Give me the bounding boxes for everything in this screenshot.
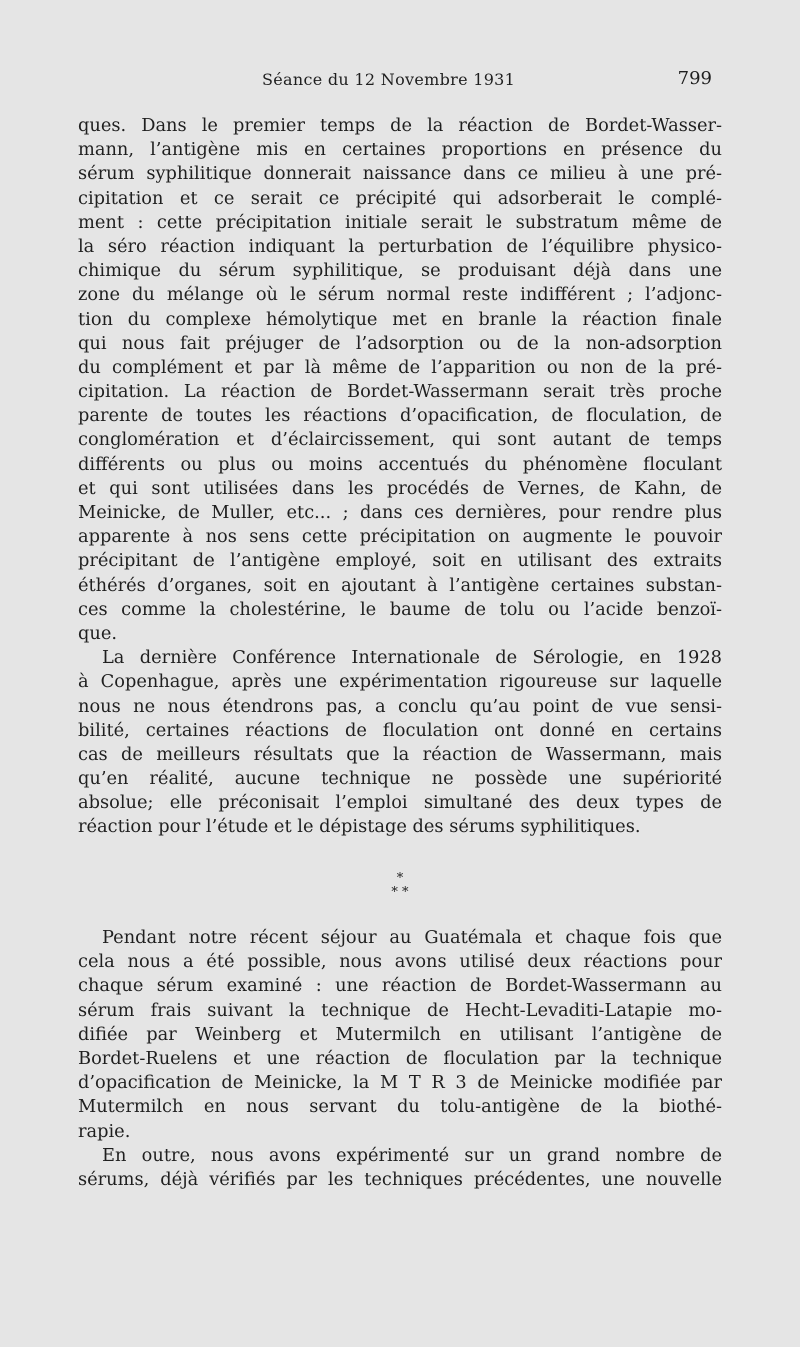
separator-star-bottom: * * <box>391 885 409 900</box>
text-line: ques. Dans le premier temps de la réaction de Bordet-Wasser- <box>78 115 722 136</box>
text-line: la séro réaction indiquant la perturbation de l’équilibre physico- <box>78 235 722 257</box>
text-line: mann, l’antigène mis en certaines proportions en présence du <box>78 139 722 161</box>
text-line: d’opacification de Meinicke, la M T R 3 de Meinicke modifiée par <box>78 1072 722 1094</box>
text-line: qui nous fait préjuger de l’adsorption ou de la non-adsorption <box>78 332 722 354</box>
page-number: 799 <box>677 68 712 89</box>
text-line: ment : cette précipitation initiale serait le substratum même de <box>78 211 722 233</box>
text-line: que. <box>78 622 118 644</box>
text-line: différents ou plus ou moins accentués du phénomène floculant <box>78 453 722 475</box>
text-line: du complément et par là même de l’apparition ou non de la pré- <box>78 356 722 378</box>
text-line: cipitation. La réaction de Bordet-Wassermann serait très proche <box>78 381 722 403</box>
text-line: Pendant notre récent séjour au Guatémala et chaque fois que <box>102 927 722 948</box>
paragraph-3 <box>78 926 722 1144</box>
text-line: La dernière Conférence Internationale de Sérologie, en 1928 <box>102 647 722 669</box>
text-line: et qui sont utilisées dans les procédés de Vernes, de Kahn, de <box>78 477 722 499</box>
body-text <box>78 114 722 840</box>
section-separator <box>370 872 430 900</box>
text-line: difiée par Weinberg et Mutermilch en utilisant l’antigène de <box>78 1023 722 1045</box>
text-line: sérum syphilitique donnerait naissance dans ce milieu à une pré- <box>78 163 722 185</box>
text-line: cas de meilleurs résultats que la réaction de Wassermann, mais <box>78 743 722 765</box>
text-line: zone du mélange où le sérum normal reste indifférent ; l’adjonc- <box>78 284 722 306</box>
text-line: tion du complexe hémolytique met en branle la réaction finale <box>78 308 722 330</box>
text-line: à Copenhague, après une expérimentation rigoureuse sur laquelle <box>78 671 722 693</box>
text-line: conglomération et d’éclaircissement, qui sont autant de temps <box>78 429 722 451</box>
text-line: chimique du sérum syphilitique, se produisant déjà dans une <box>78 260 722 282</box>
text-line: précipitant de l’antigène employé, soit en utilisant des extraits <box>78 550 722 572</box>
text-line: sérums, déjà vérifiés par les techniques précédentes, une nouvelle <box>78 1168 722 1190</box>
text-line: cipitation et ce serait ce précipité qui adsorberait le complé- <box>78 187 722 209</box>
text-line: ces comme la cholestérine, le baume de tolu ou l’acide benzoï- <box>78 598 722 620</box>
text-line: parente de toutes les réactions d’opacification, de floculation, de <box>78 405 722 427</box>
text-line: éthérés d’organes, soit en ajoutant à l’antigène certaines substan- <box>78 574 722 596</box>
separator-star-top: * <box>396 871 404 886</box>
text-line: Mutermilch en nous servant du tolu-antigène de la biothé- <box>78 1096 722 1118</box>
paragraph-4 <box>78 1144 722 1192</box>
text-line: sérum frais suivant la technique de Hecht-Levaditi-Latapie mo- <box>78 999 722 1021</box>
paragraph-1 <box>78 114 722 646</box>
text-line: En outre, nous avons expérimenté sur un grand nombre de <box>102 1144 722 1166</box>
text-line: cela nous a été possible, nous avons utilisé deux réactions pour <box>78 951 722 973</box>
text-line: absolue; elle préconisait l’emploi simultané des deux types de <box>78 792 722 814</box>
running-head: Séance du 12 Novembre 1931 <box>262 70 516 89</box>
text-line: chaque sérum examiné : une réaction de Bordet-Wassermann au <box>78 975 722 997</box>
paragraph-2 <box>78 646 722 840</box>
text-line: réaction pour l’étude et le dépistage des sérums syphilitiques. <box>78 816 641 838</box>
text-line: rapie. <box>78 1120 131 1142</box>
text-line: apparente à nos sens cette précipitation on augmente le pouvoir <box>78 526 722 548</box>
text-line: nous ne nous étendrons pas, a conclu qu’au point de vue sensi- <box>78 695 722 717</box>
body-text-continued <box>78 926 722 1192</box>
text-line: qu’en réalité, aucune technique ne possède une supériorité <box>78 768 722 790</box>
text-line: bilité, certaines réactions de floculation ont donné en certains <box>78 719 722 741</box>
text-line: Bordet-Ruelens et une réaction de floculation par la technique <box>78 1047 722 1069</box>
text-line: Meinicke, de Muller, etc... ; dans ces dernières, pour rendre plus <box>78 502 722 523</box>
page-header <box>0 64 800 92</box>
